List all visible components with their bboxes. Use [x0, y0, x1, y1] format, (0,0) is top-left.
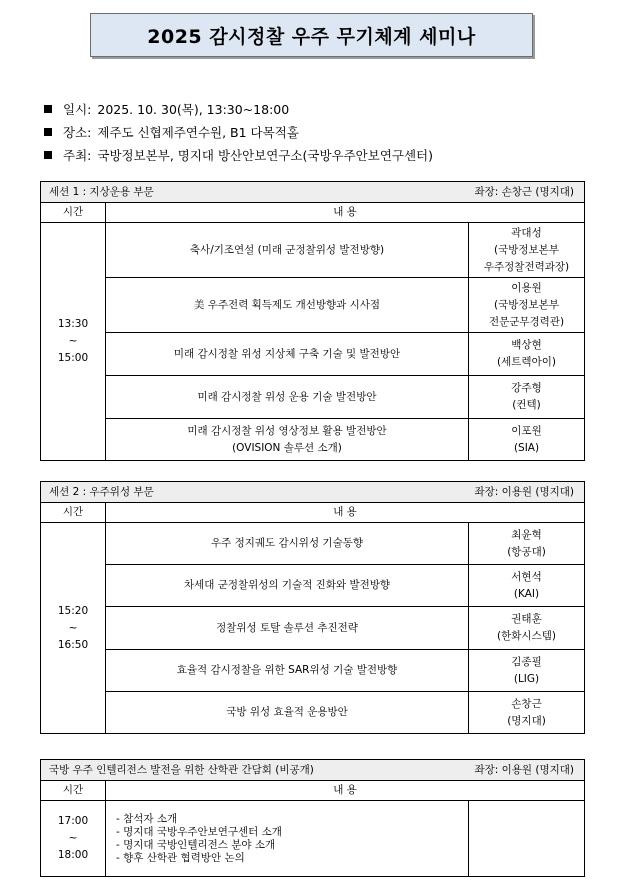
topic-cell — [106, 607, 469, 650]
speaker-name: 이포원 — [511, 424, 542, 437]
empty-cell — [469, 801, 585, 877]
speaker-cell — [469, 333, 585, 376]
topic-cell — [106, 523, 469, 565]
info-key: 주최: — [63, 147, 92, 163]
topic-cell — [106, 333, 469, 376]
speaker-affiliation: (명지대) — [507, 714, 546, 727]
speaker-cell — [469, 650, 585, 692]
speaker-name: 최윤혁 — [511, 528, 542, 541]
time-start: 17:00 — [57, 815, 89, 827]
time-start: 15:20 — [57, 604, 89, 617]
session-chair: 좌장: 손창근 (명지대) — [474, 185, 575, 198]
topic-cell — [106, 223, 469, 278]
list-item: - 향후 산학관 협력방안 논의 — [116, 851, 245, 864]
topic-text: 미래 감시정찰 위성 운용 기술 발전방안 — [197, 390, 377, 403]
info-key: 일시: — [63, 101, 92, 117]
column-header-content: 내 용 — [106, 781, 585, 801]
speaker-name: 백상현 — [511, 339, 542, 351]
speaker-cell — [469, 607, 585, 650]
time-end: 16:50 — [57, 638, 89, 651]
table-row — [41, 801, 585, 877]
topic-subtext: (OVISION 솔루션 소개) — [232, 441, 342, 454]
table-row — [41, 565, 585, 607]
speaker-name: 김종필 — [511, 655, 542, 668]
speaker-affiliation: 전문군무경력관) — [488, 315, 565, 328]
speaker-affiliation: (SIA) — [513, 441, 540, 454]
speaker-cell — [469, 419, 585, 461]
list-item: - 참석자 소개 — [116, 812, 178, 825]
page-title: 2025 감시정찰 우주 무기체계 세미나 — [90, 13, 533, 57]
speaker-name: 권태훈 — [511, 613, 542, 625]
speaker-cell — [469, 523, 585, 565]
table-row — [41, 607, 585, 650]
speaker-affiliation: (컨텍) — [512, 399, 541, 411]
info-value: 국방정보본부, 명지대 방산안보연구소(국방우주안보연구센터) — [97, 147, 433, 163]
column-header-row — [41, 203, 585, 223]
speaker-name: 강주형 — [511, 382, 542, 394]
time-end: 15:00 — [57, 352, 89, 364]
column-header-row — [41, 503, 585, 523]
session-time — [41, 223, 106, 461]
topic-text: 미래 감시정찰 위성 지상체 구축 기술 및 발전방안 — [173, 347, 401, 360]
speaker-affiliation: (국방정보본부 — [494, 243, 559, 256]
session-2-table — [40, 481, 585, 734]
info-value: 제주도 신협제주연수원, B1 다목적홀 — [97, 124, 299, 140]
table-row — [41, 523, 585, 565]
speaker-affiliation: (KAI) — [513, 587, 540, 600]
info-value: 2025. 10. 30(목), 13:30~18:00 — [97, 101, 290, 117]
table-row — [41, 650, 585, 692]
column-header-content: 내 용 — [106, 203, 585, 223]
topic-text: 효율적 감시정찰을 위한 SAR위성 기술 발전방향 — [176, 664, 398, 676]
speaker-affiliation: (국방정보본부 — [494, 298, 559, 311]
speaker-cell — [469, 278, 585, 333]
speaker-affiliation: (세트렉아이) — [497, 356, 556, 368]
table-row — [41, 419, 585, 461]
table-row — [41, 692, 585, 734]
topic-cell — [106, 565, 469, 607]
topic-text: 축사/기조연설 (미래 군정찰위성 발전방향) — [189, 243, 385, 256]
speaker-name: 이용원 — [511, 281, 542, 294]
session-chair: 좌장: 이용원 (명지대) — [474, 763, 575, 776]
session-chair: 좌장: 이용원 (명지대) — [474, 485, 575, 498]
speaker-affiliation: (항공대) — [507, 545, 546, 558]
speaker-cell — [469, 223, 585, 278]
session-title: 세션 1 : 지상운용 부문 — [49, 185, 154, 198]
speaker-affiliation: 우주정찰전력과장) — [483, 260, 570, 273]
time-separator: ~ — [68, 621, 78, 634]
list-item: - 명지대 국방우주안보연구센터 소개 — [116, 825, 282, 838]
speaker-affiliation: (한화시스템) — [497, 630, 556, 642]
speaker-affiliation: (LIG) — [513, 672, 540, 685]
session-header — [41, 760, 585, 781]
table-row — [41, 223, 585, 278]
topic-cell — [106, 419, 469, 461]
time-separator: ~ — [68, 832, 78, 844]
session-title: 국방 우주 인텔리전스 발전을 위한 산학관 간담회 (비공개) — [49, 763, 314, 776]
topic-cell — [106, 692, 469, 734]
square-bullet-icon — [44, 151, 52, 159]
event-info — [44, 97, 604, 166]
info-date — [44, 97, 604, 120]
topic-cell — [106, 376, 469, 419]
topic-cell — [106, 650, 469, 692]
column-header-content: 내 용 — [106, 503, 585, 523]
session-title: 세션 2 : 우주위성 부문 — [49, 485, 154, 498]
column-header-row — [41, 781, 585, 801]
topic-text: 미래 감시정찰 위성 영상정보 활용 발전방안 — [187, 424, 387, 437]
square-bullet-icon — [44, 128, 52, 136]
speaker-name: 손창근 — [511, 697, 542, 710]
column-header-time: 시간 — [41, 203, 106, 223]
session-time — [41, 523, 106, 734]
topic-text: 우주 정지궤도 감시위성 기술동향 — [210, 537, 363, 549]
time-separator: ~ — [68, 335, 78, 347]
speaker-cell — [469, 565, 585, 607]
column-header-time: 시간 — [41, 781, 106, 801]
info-key: 장소: — [63, 124, 92, 140]
time-start: 13:30 — [57, 318, 89, 330]
speaker-name: 서현석 — [511, 570, 542, 583]
table-row — [41, 376, 585, 419]
table-row — [41, 278, 585, 333]
session-1-table — [40, 181, 585, 461]
topic-text: 정찰위성 토탈 솔루션 추진전략 — [216, 621, 358, 634]
list-item: - 명지대 국방인텔리전스 분야 소개 — [116, 838, 276, 851]
topic-text: 차세대 군정찰위성의 기술적 진화와 발전방향 — [183, 579, 391, 591]
column-header-time: 시간 — [41, 503, 106, 523]
session-3-table — [40, 759, 585, 877]
session-header — [41, 482, 585, 503]
square-bullet-icon — [44, 105, 52, 113]
info-host — [44, 143, 604, 166]
agenda-list — [106, 813, 468, 865]
speaker-name: 곽대성 — [511, 226, 542, 239]
agenda-cell — [106, 801, 469, 877]
topic-text: 美 우주전력 획득제도 개선방향과 시사점 — [193, 298, 381, 311]
table-row — [41, 333, 585, 376]
topic-cell — [106, 278, 469, 333]
speaker-cell — [469, 376, 585, 419]
info-place — [44, 120, 604, 143]
time-end: 18:00 — [57, 849, 89, 861]
speaker-cell — [469, 692, 585, 734]
session-time — [41, 801, 106, 877]
session-header — [41, 182, 585, 203]
topic-text: 국방 위성 효율적 운용방안 — [226, 706, 348, 718]
